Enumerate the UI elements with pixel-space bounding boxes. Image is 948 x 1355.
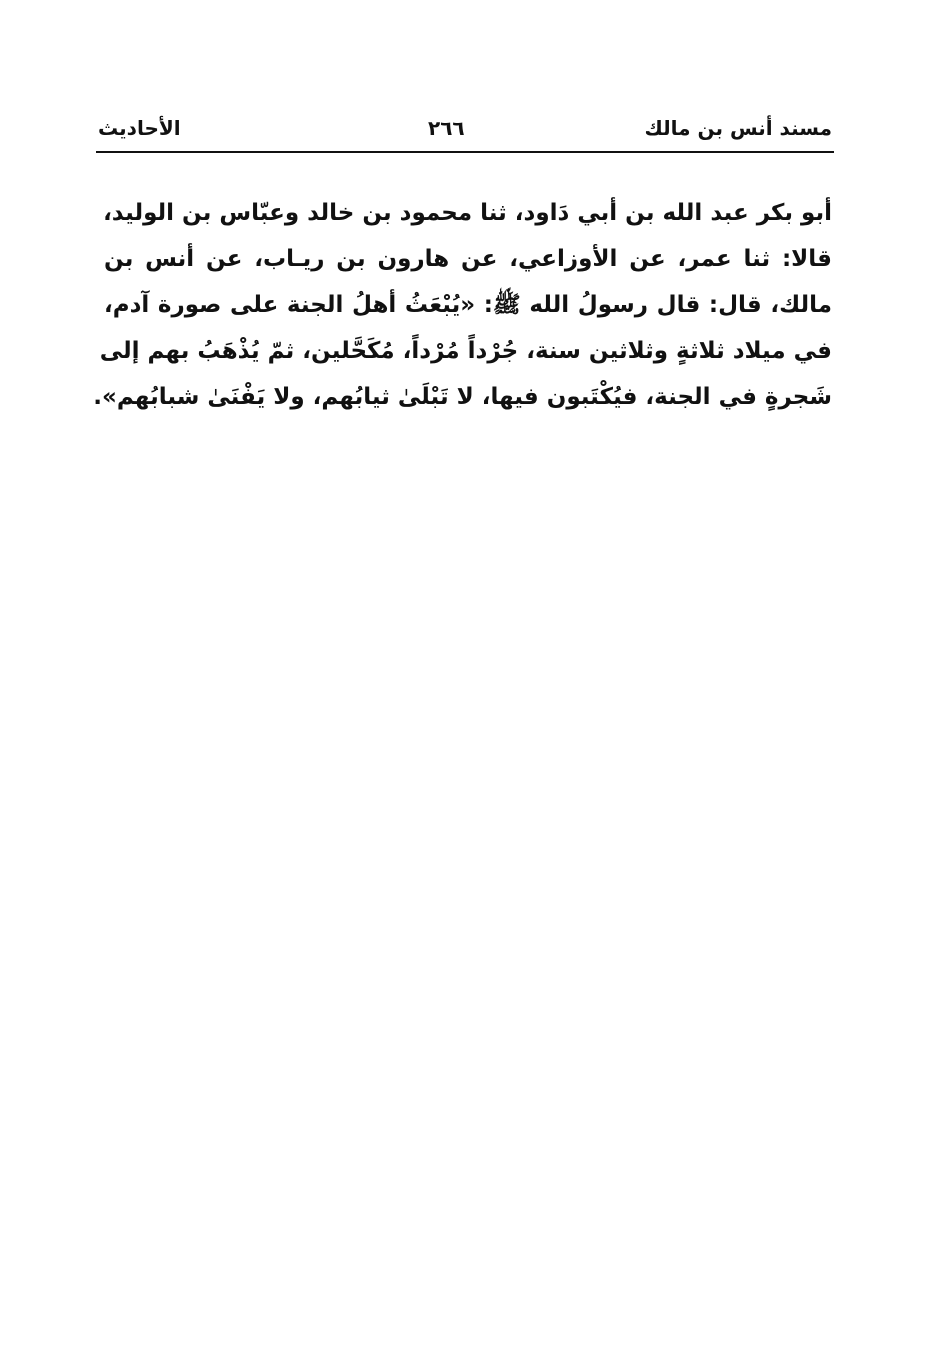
text-line: أبو بكر عبد الله بن أبي دَاود، ثنا محمود بن خالد وعبّاس بن الوليد، xyxy=(103,200,832,226)
text-line: شَجرةٍ في الجنة، فيُكْتَبون فيها، لا تَبْلَىٰ ثيابُهم، ولا يَفْنَىٰ شبابُهم». xyxy=(93,384,832,410)
text-line: قالا: ثنا عمر، عن الأوزاعي، عن هارون بن ريـاب، عن أنس بن xyxy=(104,246,832,272)
section-title: الأحاديث xyxy=(98,116,181,140)
page-header xyxy=(98,112,832,152)
text-line: مالك، قال: قال رسولُ الله ﷺ: «يُبْعَثُ أهلُ الجنة على صورة آدم، xyxy=(104,292,832,318)
header-divider xyxy=(96,151,834,153)
book-title: مسند أنس بن مالك xyxy=(644,116,832,140)
text-line: في ميلاد ثلاثةٍ وثلاثين سنة، جُرْداً مُرْداً، مُكَحَّلين، ثمّ يُذْهَبُ بهم إلى xyxy=(99,338,832,364)
page-number: ٢٦٦ xyxy=(428,116,465,140)
hadith-text xyxy=(93,190,832,420)
